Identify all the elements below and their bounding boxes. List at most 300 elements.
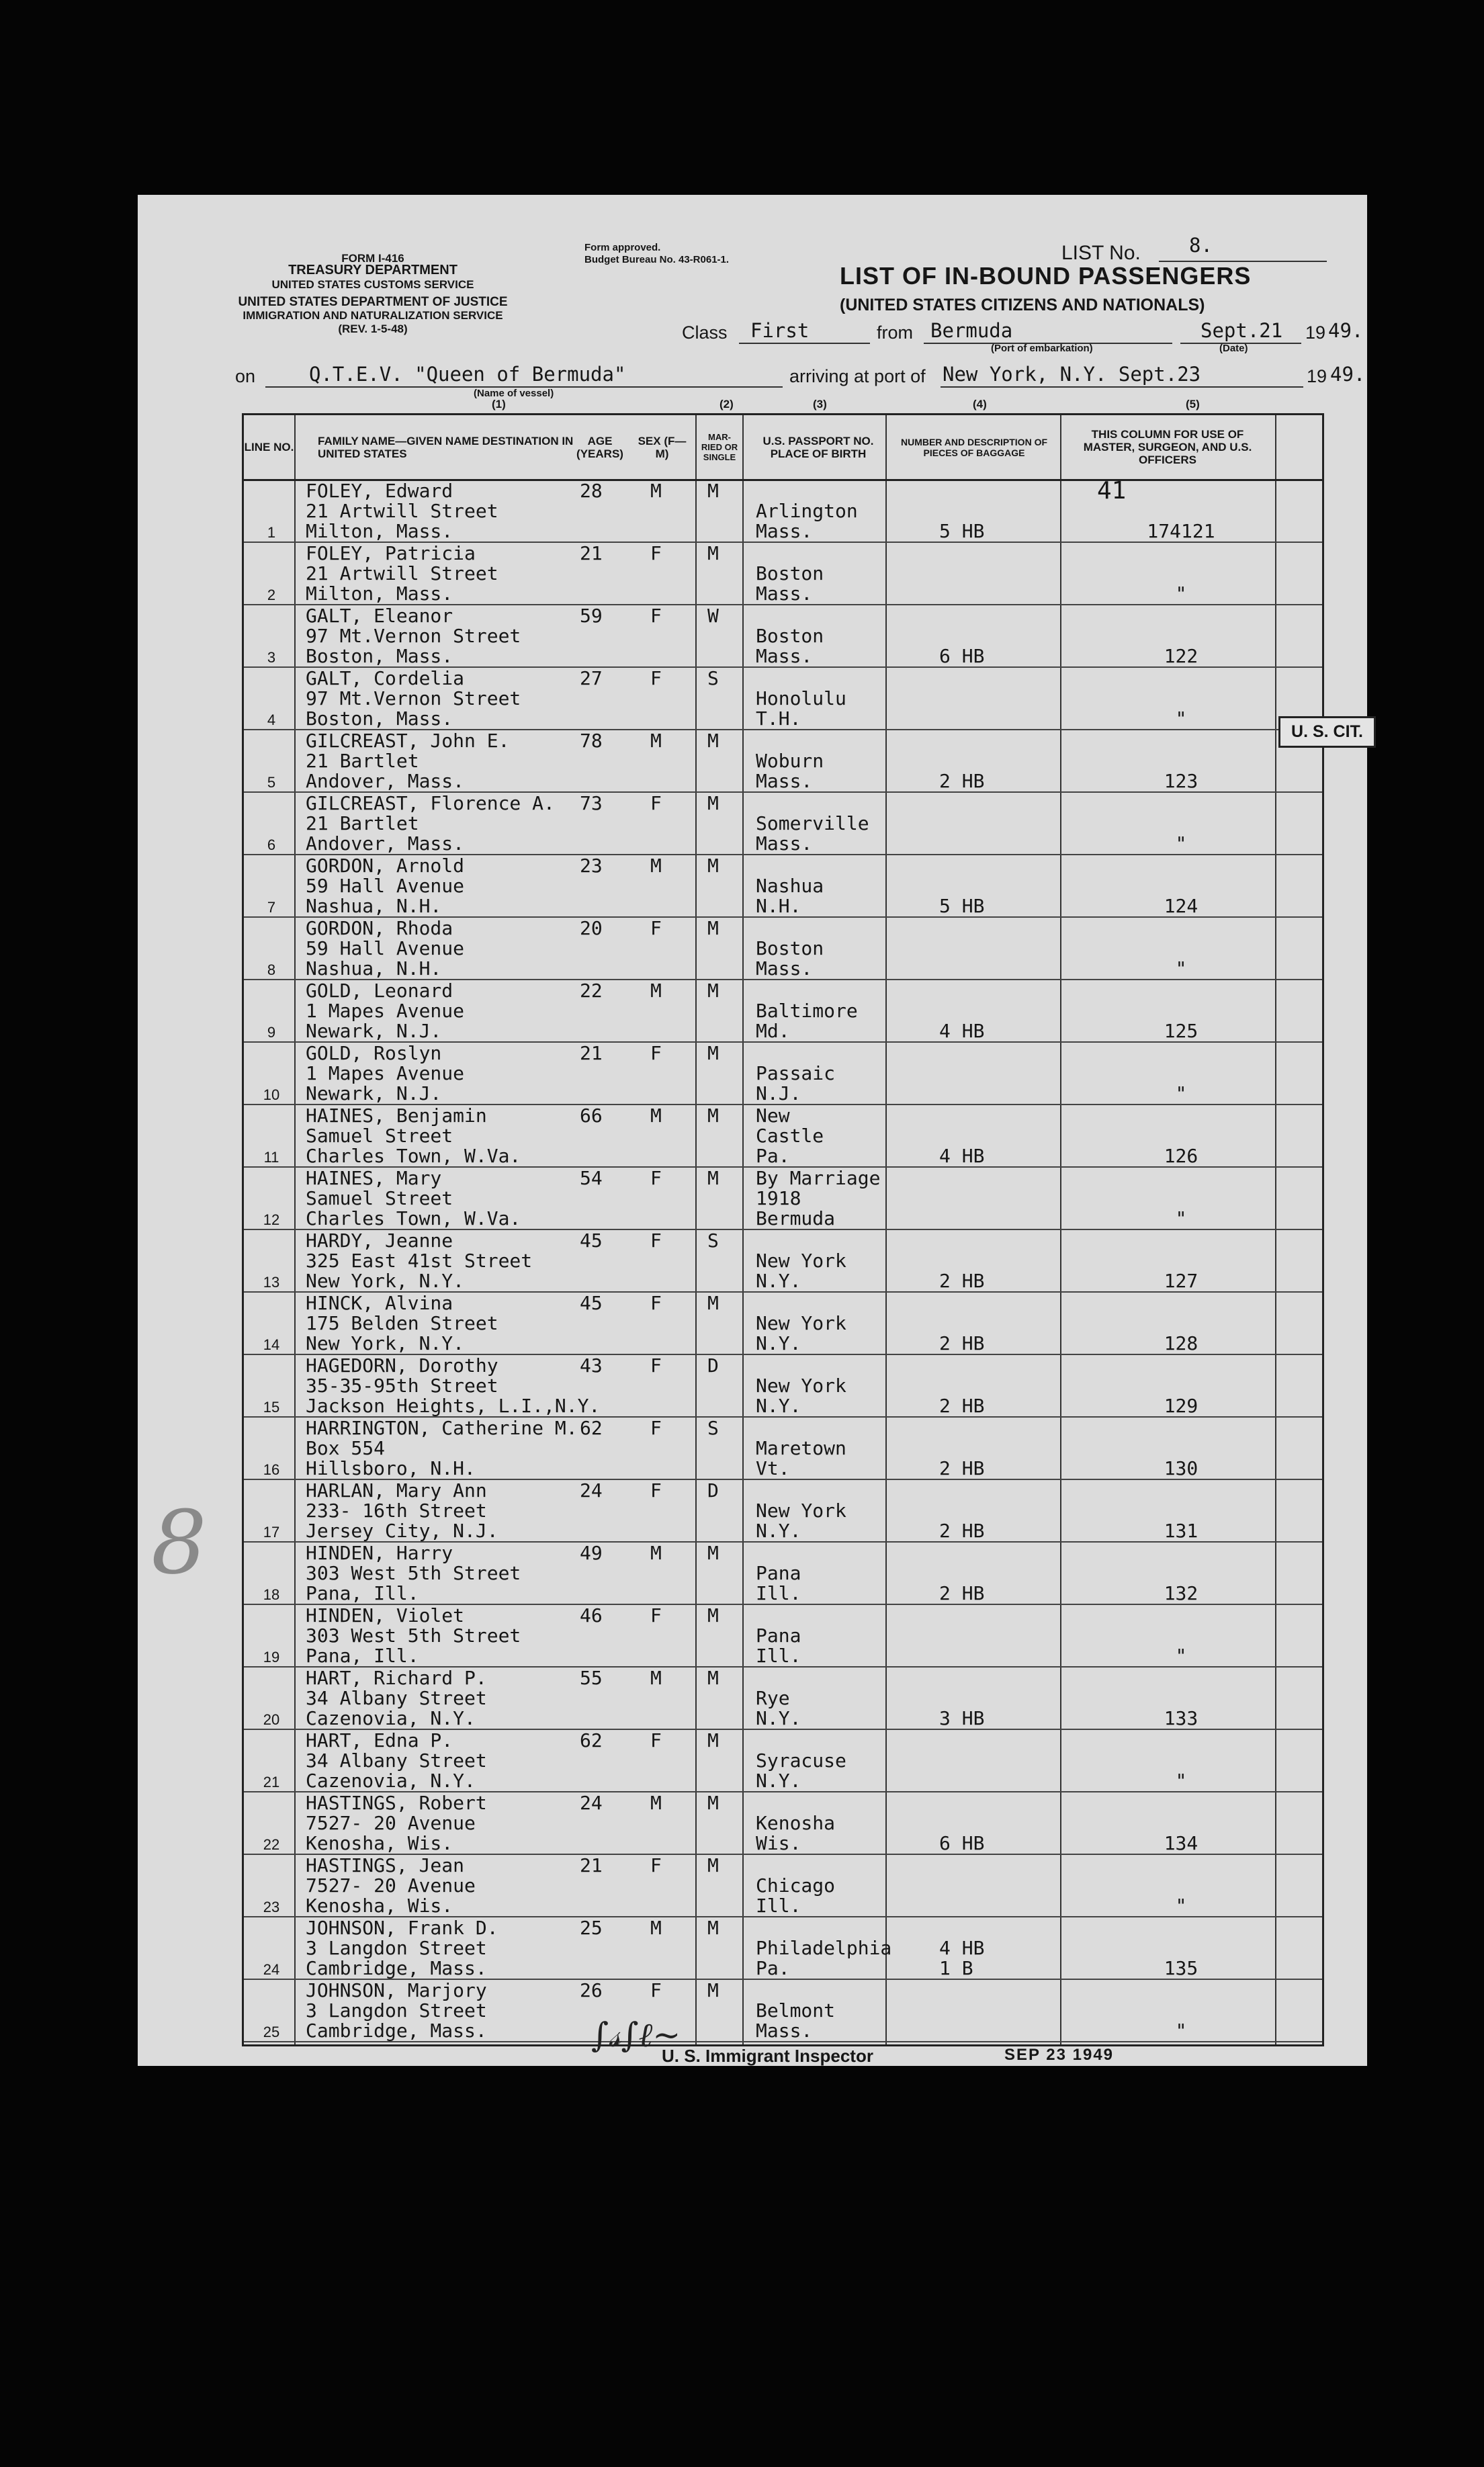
line-number: 5 — [267, 774, 276, 791]
address-street: 303 West 5th Street — [306, 1562, 521, 1584]
passenger-name: HASTINGS, Jean — [306, 1854, 465, 1876]
table-row — [244, 479, 1322, 543]
baggage-1: 2 HB — [939, 1270, 985, 1292]
table-row — [244, 1104, 1322, 1168]
line-number: 12 — [263, 1211, 280, 1228]
sex-value: F — [650, 1479, 662, 1502]
birthplace-2: N.Y. — [756, 1395, 801, 1417]
baggage-1: 2 HB — [939, 1582, 985, 1604]
address-city: New York, N.Y. — [306, 1332, 465, 1354]
baggage-1: 2 HB — [939, 1520, 985, 1542]
address-city: Boston, Mass. — [306, 707, 453, 730]
sex-value: F — [650, 1417, 662, 1439]
age-value: 27 — [580, 667, 603, 689]
officer-note: 129 — [1164, 1395, 1198, 1417]
age-value: 21 — [580, 542, 603, 564]
birthplace-2: N.Y. — [756, 1332, 801, 1354]
birthplace-2: Ill. — [756, 1895, 801, 1917]
birthplace-3: Pa. — [756, 1145, 790, 1167]
officer-note: 124 — [1164, 895, 1198, 917]
arrival-line — [941, 386, 1303, 388]
birthplace-1: New — [756, 1105, 790, 1127]
marital-status: D — [707, 1354, 719, 1377]
marital-status: M — [707, 792, 719, 814]
passenger-name: GORDON, Rhoda — [306, 917, 453, 939]
address-city: Andover, Mass. — [306, 832, 465, 855]
line-number: 24 — [263, 1961, 280, 1978]
address-street: 59 Hall Avenue — [306, 875, 465, 897]
birthplace-2: Vt. — [756, 1457, 790, 1479]
address-city: Kenosha, Wis. — [306, 1832, 453, 1854]
age-value: 22 — [580, 980, 603, 1002]
column-number-5: (5) — [1186, 398, 1200, 410]
address-city: Charles Town, W.Va. — [306, 1145, 521, 1167]
sex-value: F — [650, 542, 662, 564]
count-annotation: 41 — [1097, 477, 1127, 505]
address-city: New York, N.Y. — [306, 1270, 465, 1292]
vessel-caption: (Name of vessel) — [474, 388, 554, 399]
line-number: 16 — [263, 1461, 280, 1478]
passenger-name: HAINES, Mary — [306, 1167, 442, 1189]
birthplace-1: Nashua — [756, 875, 824, 897]
address-street: Box 554 — [306, 1437, 386, 1459]
line-number: 20 — [263, 1711, 280, 1728]
marital-status: D — [707, 1479, 719, 1502]
header-officers: THIS COLUMN FOR USE OF MASTER, SURGEON, AND U.S. OFFICERS — [1083, 428, 1252, 466]
address-city: Nashua, N.H. — [306, 895, 442, 917]
sex-value: M — [650, 480, 662, 502]
table-row — [244, 1541, 1322, 1605]
address-city: Andover, Mass. — [306, 770, 465, 792]
marital-status: S — [707, 1229, 719, 1252]
birthplace-1: Boston — [756, 625, 824, 647]
officer-note: " — [1175, 832, 1187, 855]
birthplace-1: Belmont — [756, 1999, 836, 2022]
birthplace-1: Woburn — [756, 750, 824, 772]
officer-note: " — [1175, 1082, 1187, 1105]
address-street: 21 Bartlet — [306, 750, 419, 772]
year-prefix: 19 — [1305, 322, 1326, 343]
form-approved: Form approved. — [584, 242, 661, 253]
baggage-1: 3 HB — [939, 1707, 985, 1729]
sex-value: M — [650, 730, 662, 752]
birthplace-2: Mass. — [756, 520, 813, 542]
passenger-name: HINDEN, Violet — [306, 1604, 465, 1627]
officer-note: " — [1175, 957, 1187, 980]
address-street: 233- 16th Street — [306, 1500, 487, 1522]
baggage-1: 5 HB — [939, 520, 985, 542]
birthplace-1: Passaic — [756, 1062, 836, 1084]
line-number: 14 — [263, 1336, 280, 1353]
address-street: 3 Langdon Street — [306, 1999, 487, 2022]
table-row — [244, 1229, 1322, 1293]
officer-note: 122 — [1164, 645, 1198, 667]
birthplace-2: Mass. — [756, 832, 813, 855]
address-city: Cazenovia, N.Y. — [306, 1707, 476, 1729]
sex-value: M — [650, 1792, 662, 1814]
address-street: 97 Mt.Vernon Street — [306, 687, 521, 709]
birthplace-1: Honolulu — [756, 687, 846, 709]
line-number: 7 — [267, 899, 276, 916]
sex-value: F — [650, 792, 662, 814]
officer-note: 125 — [1164, 1020, 1198, 1042]
year-value: 49. — [1328, 319, 1364, 342]
birthplace-1: Boston — [756, 937, 824, 959]
passenger-name: GALT, Cordelia — [306, 667, 465, 689]
passenger-name: GOLD, Leonard — [306, 980, 453, 1002]
department-of-justice: UNITED STATES DEPARTMENT OF JUSTICE — [238, 295, 508, 309]
table-row — [244, 916, 1322, 980]
customs-service: UNITED STATES CUSTOMS SERVICE — [271, 278, 474, 291]
line-number: 23 — [263, 1899, 280, 1915]
marital-status: S — [707, 1417, 719, 1439]
address-street: 21 Bartlet — [306, 812, 419, 834]
line-number: 3 — [267, 649, 276, 666]
list-no-label: LIST No. — [1061, 242, 1141, 264]
baggage-1: 6 HB — [939, 1832, 985, 1854]
header-age: AGE (YEARS) — [576, 434, 623, 460]
birthplace-2: Castle — [756, 1125, 824, 1147]
passenger-name: GILCREAST, John E. — [306, 730, 510, 752]
passenger-manifest-sheet — [138, 195, 1367, 2066]
line-number: 8 — [267, 961, 276, 978]
baggage-1: 2 HB — [939, 1332, 985, 1354]
column-number-3: (3) — [813, 398, 827, 410]
address-street: 59 Hall Avenue — [306, 937, 465, 959]
address-city: Cambridge, Mass. — [306, 2020, 487, 2042]
arrival-year: 49. — [1330, 363, 1366, 386]
line-number: 22 — [263, 1836, 280, 1853]
passenger-name: HASTINGS, Robert — [306, 1792, 487, 1814]
birthplace-1: Baltimore — [756, 1000, 858, 1022]
passenger-name: HART, Richard P. — [306, 1667, 487, 1689]
age-value: 28 — [580, 480, 603, 502]
sex-value: F — [650, 667, 662, 689]
passenger-name: HARLAN, Mary Ann — [306, 1479, 487, 1502]
marital-status: M — [707, 1729, 719, 1751]
treasury-department: TREASURY DEPARTMENT — [288, 263, 457, 277]
header-married: MAR-RIED OR SINGLE — [701, 432, 738, 462]
address-city: Jersey City, N.J. — [306, 1520, 498, 1542]
birthplace-1: Arlington — [756, 500, 858, 522]
marital-status: M — [707, 1792, 719, 1814]
marital-status: M — [707, 1917, 719, 1939]
birthplace-2: Ill. — [756, 1645, 801, 1667]
from-label: from — [877, 322, 913, 343]
marital-status: M — [707, 542, 719, 564]
header-line-no: LINE NO. — [244, 441, 294, 453]
age-value: 24 — [580, 1792, 603, 1814]
birthplace-2: Md. — [756, 1020, 790, 1042]
address-city: Milton, Mass. — [306, 582, 453, 605]
vessel-name: Q.T.E.V. "Queen of Bermuda" — [309, 363, 626, 386]
passenger-name: GORDON, Arnold — [306, 855, 465, 877]
age-value: 59 — [580, 605, 603, 627]
header-name-destination: FAMILY NAME—GIVEN NAME DESTINATION IN UNITED STATES — [318, 434, 574, 460]
address-city: Charles Town, W.Va. — [306, 1207, 521, 1229]
age-value: 66 — [580, 1105, 603, 1127]
birthplace-1: New York — [756, 1250, 846, 1272]
passenger-name: FOLEY, Patricia — [306, 542, 476, 564]
line-number: 2 — [267, 587, 276, 603]
officer-note: 131 — [1164, 1520, 1198, 1542]
baggage-1: 5 HB — [939, 895, 985, 917]
birthplace-2: N.Y. — [756, 1520, 801, 1542]
address-city: Nashua, N.H. — [306, 957, 442, 980]
officer-note: 123 — [1164, 770, 1198, 792]
date-caption: (Date) — [1219, 343, 1248, 354]
arriving-label: arriving at port of — [789, 366, 926, 386]
address-city: Newark, N.J. — [306, 1082, 442, 1105]
table-row — [244, 1291, 1322, 1355]
line-number: 21 — [263, 1774, 280, 1790]
baggage-1: 4 HB — [939, 1937, 985, 1959]
marital-status: W — [707, 605, 719, 627]
baggage-1: 4 HB — [939, 1145, 985, 1167]
passenger-name: GILCREAST, Florence A. — [306, 792, 555, 814]
marital-status: M — [707, 1979, 719, 2001]
age-value: 21 — [580, 1854, 603, 1876]
marital-status: S — [707, 667, 719, 689]
sex-value: F — [650, 1854, 662, 1876]
age-value: 73 — [580, 792, 603, 814]
table-row — [244, 1041, 1322, 1105]
line-number: 11 — [263, 1149, 279, 1166]
officer-note: " — [1175, 707, 1187, 730]
address-city: Cambridge, Mass. — [306, 1957, 487, 1979]
birthplace-2: 1918 — [756, 1187, 801, 1209]
passenger-name: HINDEN, Harry — [306, 1542, 453, 1564]
line-number: 19 — [263, 1649, 280, 1665]
passenger-name: HAINES, Benjamin — [306, 1105, 487, 1127]
address-street: 175 Belden Street — [306, 1312, 498, 1334]
passenger-name: HINCK, Alvina — [306, 1292, 453, 1314]
table-row — [244, 1479, 1322, 1543]
sex-value: F — [650, 1604, 662, 1627]
us-citizen-stamp: U. S. CIT. — [1278, 716, 1376, 748]
line-number: 9 — [267, 1024, 276, 1041]
age-value: 25 — [580, 1917, 603, 1939]
line-number: 25 — [263, 2024, 280, 2040]
age-value: 43 — [580, 1354, 603, 1377]
address-street: 1 Mapes Avenue — [306, 1062, 465, 1084]
margin-scribble: 8 — [151, 1491, 207, 1594]
birthplace-2: N.H. — [756, 895, 801, 917]
birthplace-2: N.Y. — [756, 1270, 801, 1292]
marital-status: M — [707, 980, 719, 1002]
baggage-1: 2 HB — [939, 1395, 985, 1417]
birthplace-2: Mass. — [756, 645, 813, 667]
age-value: 26 — [580, 1979, 603, 2001]
address-city: Cazenovia, N.Y. — [306, 1770, 476, 1792]
officer-note: 126 — [1164, 1145, 1198, 1167]
header-baggage: NUMBER AND DESCRIPTION OF PIECES OF BAGGAGE — [900, 436, 1048, 458]
table-row — [244, 1916, 1322, 1980]
departure-date: Sept.21 — [1201, 319, 1283, 342]
document-subtitle: (UNITED STATES CITIZENS AND NATIONALS) — [840, 296, 1205, 314]
column-number-1: (1) — [492, 398, 506, 410]
column-number-4: (4) — [973, 398, 987, 410]
baggage-1: 4 HB — [939, 1020, 985, 1042]
officer-note: 133 — [1164, 1707, 1198, 1729]
officer-note: " — [1175, 582, 1187, 605]
marital-status: M — [707, 855, 719, 877]
sex-value: F — [650, 1292, 662, 1314]
age-value: 78 — [580, 730, 603, 752]
passenger-name: HARDY, Jeanne — [306, 1229, 453, 1252]
baggage-2: 1 B — [939, 1957, 973, 1979]
line-number: 15 — [263, 1399, 280, 1416]
table-row — [244, 604, 1322, 668]
inspector-title: U. S. Immigrant Inspector — [662, 2046, 873, 2066]
age-value: 62 — [580, 1417, 603, 1439]
birthplace-2: N.J. — [756, 1082, 801, 1105]
table-row — [244, 1604, 1322, 1668]
ins-service: IMMIGRATION AND NATURALIZATION SERVICE — [243, 309, 503, 322]
sex-value: F — [650, 1354, 662, 1377]
officer-note: 130 — [1164, 1457, 1198, 1479]
baggage-1: 2 HB — [939, 1457, 985, 1479]
address-city: Hillsboro, N.H. — [306, 1457, 476, 1479]
age-value: 45 — [580, 1292, 603, 1314]
officer-note: " — [1175, 1770, 1187, 1792]
officer-note: 135 — [1164, 1957, 1198, 1979]
passenger-name: FOLEY, Edward — [306, 480, 453, 502]
age-value: 62 — [580, 1729, 603, 1751]
birthplace-1: Somerville — [756, 812, 869, 834]
address-city: Boston, Mass. — [306, 645, 453, 667]
marital-status: M — [707, 1042, 719, 1064]
age-value: 45 — [580, 1229, 603, 1252]
address-street: 35-35-95th Street — [306, 1375, 498, 1397]
line-number: 6 — [267, 836, 276, 853]
table-row — [244, 1416, 1322, 1480]
birthplace-1: Pana — [756, 1562, 801, 1584]
age-value: 23 — [580, 855, 603, 877]
passenger-name: HARRINGTON, Catherine M. — [306, 1417, 578, 1439]
officer-note: 127 — [1164, 1270, 1198, 1292]
officer-note: 174121 — [1147, 520, 1215, 542]
sex-value: M — [650, 1542, 662, 1564]
inspection-date-stamp: SEP 23 1949 — [1004, 2046, 1115, 2064]
sex-value: F — [650, 605, 662, 627]
passenger-table — [242, 413, 1363, 2046]
table-row — [244, 791, 1322, 855]
birthplace-2: Mass. — [756, 770, 813, 792]
address-street: 21 Artwill Street — [306, 500, 498, 522]
sex-value: M — [650, 855, 662, 877]
address-street: 21 Artwill Street — [306, 562, 498, 585]
marital-status: M — [707, 1854, 719, 1876]
class-value: First — [750, 319, 810, 342]
birthplace-2: Mass. — [756, 957, 813, 980]
marital-status: M — [707, 1667, 719, 1689]
address-city: Pana, Ill. — [306, 1645, 419, 1667]
sex-value: F — [650, 1167, 662, 1189]
officer-note: 128 — [1164, 1332, 1198, 1354]
table-row — [244, 1854, 1322, 1917]
birthplace-1: New York — [756, 1500, 846, 1522]
age-value: 54 — [580, 1167, 603, 1189]
officer-note: 134 — [1164, 1832, 1198, 1854]
age-value: 55 — [580, 1667, 603, 1689]
birthplace-1: Maretown — [756, 1437, 846, 1459]
passenger-name: HART, Edna P. — [306, 1729, 453, 1751]
birthplace-1: New York — [756, 1375, 846, 1397]
address-street: 97 Mt.Vernon Street — [306, 625, 521, 647]
birthplace-2: Mass. — [756, 2020, 813, 2042]
form-number: FORM I-416 — [341, 252, 404, 265]
address-street: 3 Langdon Street — [306, 1937, 487, 1959]
class-line — [739, 343, 870, 344]
birthplace-2: Pa. — [756, 1957, 790, 1979]
line-number: 1 — [267, 524, 276, 541]
from-value: Bermuda — [930, 319, 1013, 342]
officer-note: " — [1175, 1207, 1187, 1229]
officer-note: " — [1175, 1645, 1187, 1667]
class-label: Class — [682, 322, 728, 343]
arrival-port-date: New York, N.Y. Sept.23 — [943, 363, 1201, 386]
table-row — [244, 666, 1322, 730]
age-value: 21 — [580, 1042, 603, 1064]
on-label: on — [235, 366, 256, 386]
passenger-name: HAGEDORN, Dorothy — [306, 1354, 498, 1377]
line-number: 13 — [263, 1274, 280, 1291]
age-value: 24 — [580, 1479, 603, 1502]
address-city: Pana, Ill. — [306, 1582, 419, 1604]
passenger-name: JOHNSON, Frank D. — [306, 1917, 498, 1939]
passenger-name: GOLD, Roslyn — [306, 1042, 442, 1064]
marital-status: M — [707, 1167, 719, 1189]
age-value: 20 — [580, 917, 603, 939]
marital-status: M — [707, 1604, 719, 1627]
birthplace-2: N.Y. — [756, 1770, 801, 1792]
birthplace-2: Ill. — [756, 1582, 801, 1604]
marital-status: M — [707, 1105, 719, 1127]
officer-note: " — [1175, 1895, 1187, 1917]
table-row — [244, 1729, 1322, 1792]
table-row — [244, 542, 1322, 605]
table-row — [244, 1666, 1322, 1730]
passenger-name: GALT, Eleanor — [306, 605, 453, 627]
address-city: Milton, Mass. — [306, 520, 453, 542]
revision-date: (REV. 1-5-48) — [338, 322, 408, 335]
baggage-1: 6 HB — [939, 645, 985, 667]
officer-note: 132 — [1164, 1582, 1198, 1604]
sex-value: M — [650, 1105, 662, 1127]
sex-value: F — [650, 1979, 662, 2001]
address-street: 34 Albany Street — [306, 1687, 487, 1709]
marital-status: M — [707, 1292, 719, 1314]
table-row — [244, 854, 1322, 918]
address-street: 325 East 41st Street — [306, 1250, 533, 1272]
marital-status: M — [707, 917, 719, 939]
arrival-year-prefix: 19 — [1307, 366, 1327, 386]
line-number: 17 — [263, 1524, 280, 1541]
sex-value: F — [650, 1042, 662, 1064]
birthplace-1: Boston — [756, 562, 824, 585]
birthplace-2: T.H. — [756, 707, 801, 730]
marital-status: M — [707, 1542, 719, 1564]
officer-note: " — [1175, 2020, 1187, 2042]
sex-value: F — [650, 1729, 662, 1751]
sex-value: M — [650, 980, 662, 1002]
table-row — [244, 729, 1322, 793]
header-sex: SEX (F—M) — [638, 434, 687, 460]
sex-value: M — [650, 1667, 662, 1689]
passenger-name: JOHNSON, Marjory — [306, 1979, 487, 2001]
birthplace-2: Mass. — [756, 582, 813, 605]
